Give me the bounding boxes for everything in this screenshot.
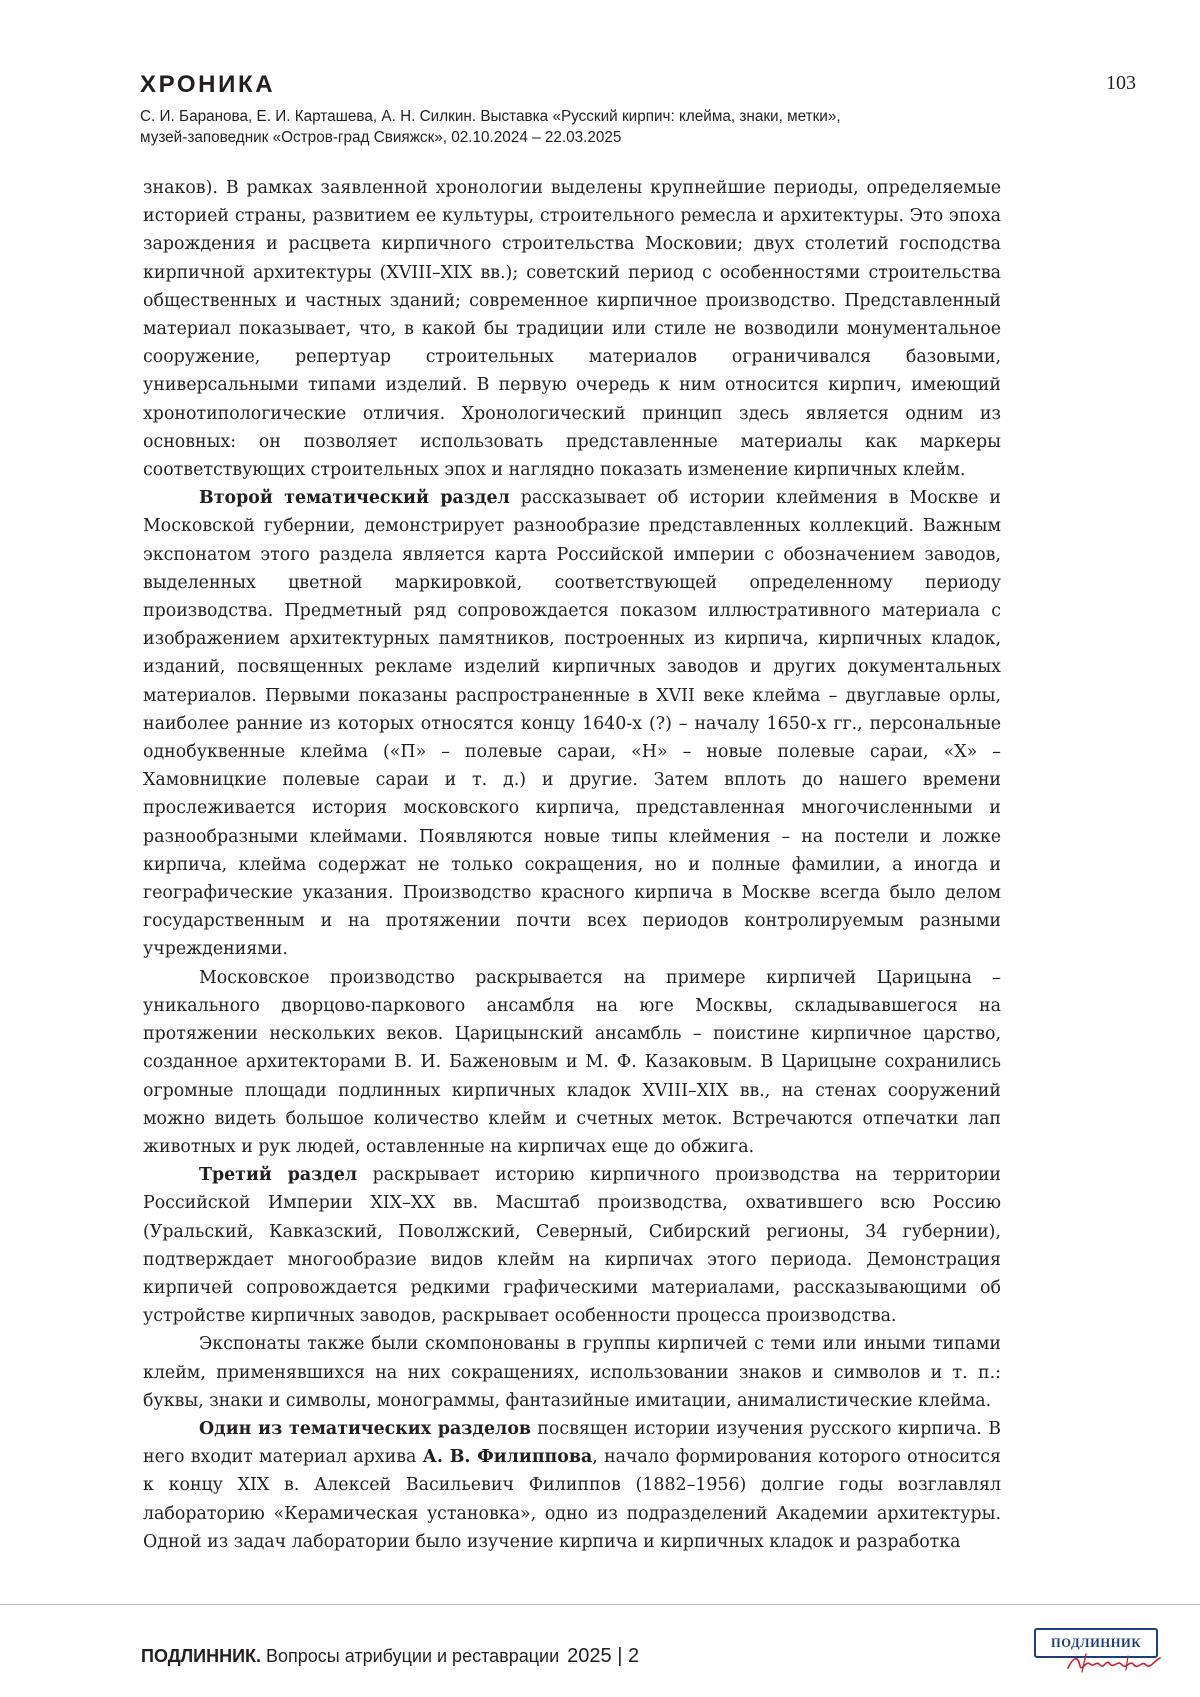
journal-logo-script xyxy=(1064,1650,1164,1674)
article-body xyxy=(143,174,1001,1556)
article-reference xyxy=(140,106,1020,148)
paragraph-3 xyxy=(143,964,1001,1161)
journal-logo xyxy=(1034,1626,1164,1674)
journal-subtitle: Вопросы атрибуции и реставрации xyxy=(261,1646,560,1666)
paragraph-6-text-b: , начало формирования которого относится к концу XIX в. Алексей Васильевич Филиппов (1882–1956) долгие годы возглавлял лабораторию «Керамическая установка», одно из подразделений Академии архитектуры. Одной из задач лаборатории было изучение кирпича и кирпичных кладок и разработка xyxy=(143,1447,1001,1552)
journal-year-issue: 2025 | 2 xyxy=(567,1645,640,1667)
running-header xyxy=(140,70,1020,148)
paragraph-1-text: знаков). В рамках заявленной хронологии выделены крупнейшие периоды, определяемые историей страны, развитием ее культуры, строительного ремесла и архитектуры. Это эпоха зарождения и расцвета кирпичного строительства Московии; двух столетий господства кирпичной архитектуры (XVIII–XIX вв.); советский период с особенностями строительства общественных и частных зданий; современное кирпичное производство. Представленный материал показывает, что, в какой бы традиции или стиле не возводили монументальное сооружение, репертуар строительных материалов ограничивался базовыми, универсальными типами изделий. В первую очередь к ним относится кирпич, имеющий хронотипологические отличия. Хронологический принцип здесь является одним из основных: он позволяет использовать представленные материалы как маркеры соответствующих строительных эпох и наглядно показать изменение кирпичных клейм. xyxy=(143,178,1001,481)
paragraph-5-text: Экспонаты также были скомпонованы в группы кирпичей с теми или иными типами клейм, применявшихся на них сокращениях, использовании знаков и символов и т. п.: буквы, знаки и символы, монограммы, фантазийные имитации, анималистические клейма. xyxy=(143,1334,1001,1411)
paragraph-2-text: рассказывает об истории клеймения в Москве и Московской губернии, демонстрирует разнообразие представленных коллекций. Важным экспонатом этого раздела является карта Российской империи с обозначением заводов, выделенных цветной маркировкой, соответствующей определенному периоду производства. Предметный ряд сопровождается показом иллюстративного материала с изображением архитектурных памятников, построенных из кирпича, кирпичных кладок, изданий, посвященных рекламе изделий кирпичных заводов и других документальных материалов. Первыми показаны распространенные в XVII веке клейма – двуглавые орлы, наиболее ранние из которых относятся концу 1640-х (?) – началу 1650-х гг., персональные однобуквенные клейма («П» – полевые сараи, «Н» – новые полевые сараи, «Х» – Хамовницкие полевые сараи и т. д.) и другие. Затем вплоть до нашего времени прослеживается история московского кирпича, представленная многочисленными и разнообразными клеймами. Появляются новые типы клеймения – на постели и ложке кирпича, клейма содержат не только сокращения, но и полные фамилии, а иногда и географические указания. Производство красного кирпича в Москве всегда было делом государственным и на протяжении почти всех периодов контролируемым разными учреждениями. xyxy=(143,488,1001,960)
paragraph-2 xyxy=(143,484,1001,963)
paragraph-1 xyxy=(143,174,1001,484)
footer-divider xyxy=(0,1604,1200,1605)
section-heading-thematic: Один из тематических разделов xyxy=(199,1418,532,1439)
journal-footer xyxy=(141,1645,639,1668)
paragraph-4 xyxy=(143,1161,1001,1330)
journal-logo-wordmark: ПОДЛИННИК xyxy=(1034,1628,1158,1658)
paragraph-6-text-a: посвящен истории изучения русского кирпича. В него входит материал архива xyxy=(143,1418,1001,1468)
journal-name: ПОДЛИННИК. xyxy=(141,1646,262,1666)
section-heading-third: Третий раздел xyxy=(199,1165,358,1186)
paragraph-5 xyxy=(143,1330,1001,1415)
paragraph-3-text: Московское производство раскрывается на примере кирпичей Царицына – уникального дворцово-паркового ансамбля на юге Москвы, складывавшегося на протяжении нескольких веков. Царицынский ансамбль – поистине кирпичное царство, созданное архитекторами В. И. Баженовым и М. Ф. Казаковым. В Царицыне сохранились огромные площади подлинных кирпичных кладок XVIII–XIX вв., на стенах сооружений можно видеть большое количество клейм и счетных меток. Встречаются отпечатки лап животных и рук людей, оставленные на кирпичах еще до обжига. xyxy=(143,967,1001,1157)
article-reference-line-1: С. И. Баранова, Е. И. Карташева, А. Н. Силкин. Выставка «Русский кирпич: клейма, знаки, метки», xyxy=(140,108,841,125)
section-heading-second: Второй тематический раздел xyxy=(199,488,510,509)
section-title: ХРОНИКА xyxy=(140,71,276,98)
article-reference-line-2: музей-заповедник «Остров-град Свияжск», 02.10.2024 – 22.03.2025 xyxy=(140,129,622,146)
paragraph-6 xyxy=(143,1415,1001,1556)
page-number: 103 xyxy=(1106,72,1136,94)
person-name-filippov: А. В. Филиппова xyxy=(422,1447,593,1468)
paragraph-4-text: раскрывает историю кирпичного производства на территории Российской Империи XIX–XX вв. Масштаб производства, охватившего всю Россию (Уральский, Кавказский, Поволжский, Северный, Сибирский регионы, 34 губернии), подтверждает многообразие видов клейм на кирпичах этого периода. Демонстрация кирпичей сопровождается редкими графическими материалами, рассказывающими об устройстве кирпичных заводов, раскрывает особенности процесса производства. xyxy=(143,1165,1001,1327)
